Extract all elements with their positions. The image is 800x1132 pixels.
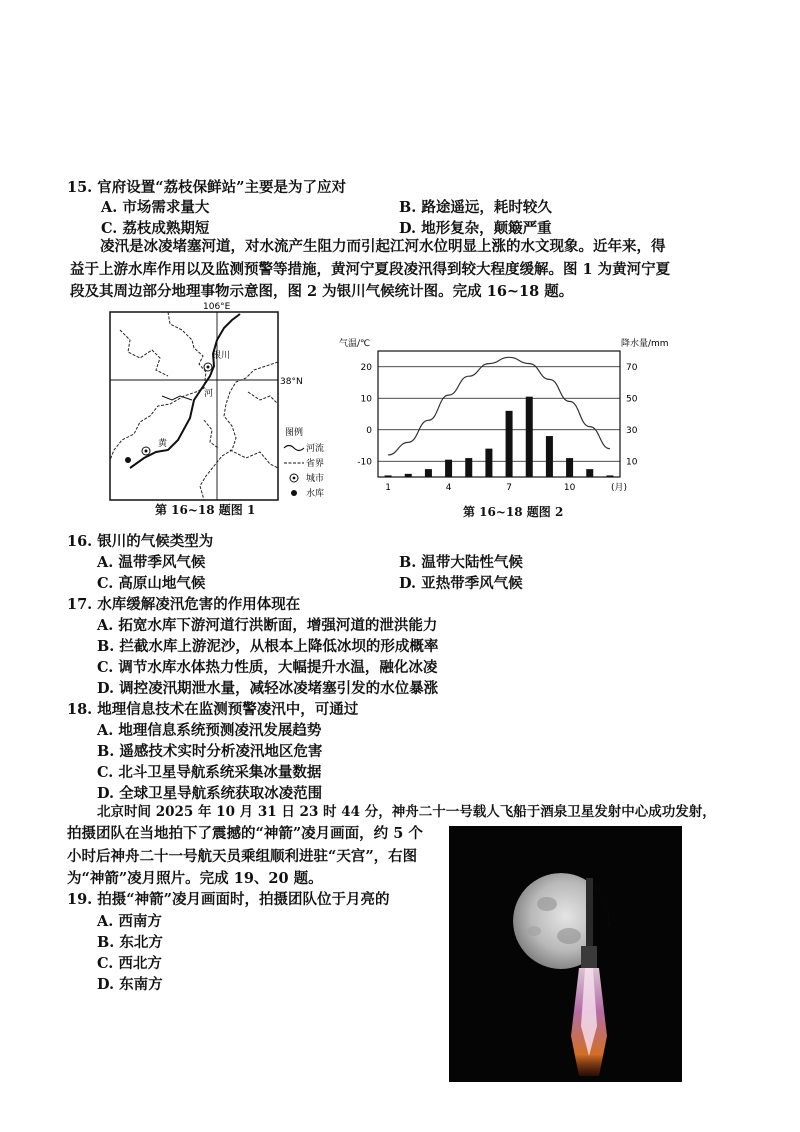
- river-label-huang: 黄: [158, 439, 168, 449]
- x-tick-label: 4: [445, 483, 452, 493]
- gridlines: [378, 367, 620, 462]
- precipitation-bar: [445, 460, 452, 477]
- q16-option-a: A. 温带季风气候: [97, 554, 206, 571]
- yellow-river: [130, 314, 240, 468]
- legend-river: 河流: [306, 444, 325, 454]
- q17-option-a: A. 拓宽水库下游河道行洪断面，增强河道的泄洪能力: [97, 617, 438, 634]
- left-tick-label: 10: [360, 394, 372, 405]
- legend-city: 城市: [306, 474, 325, 484]
- right-tick-label: 30: [626, 425, 638, 436]
- precipitation-bar: [506, 411, 513, 477]
- right-tick-labels: [626, 363, 638, 468]
- passage1-line-1: 凌汛是冰凌堵塞河道，对水流产生阻力而引起江河水位明显上涨的水文现象。近年来，得: [100, 238, 666, 255]
- q17-option-c: C. 调节水库水体热力性质，大幅提升水温，融化冰凌: [97, 659, 438, 676]
- figure-1-caption: 第 16~18 题图 1: [155, 503, 256, 517]
- passage2-line-1: 北京时间 2025 年 10 月 31 日 23 时 44 分，神舟二十一号载人飞船于酒泉卫星发射中心成功发射，: [97, 804, 716, 820]
- right-tick-label: 10: [626, 457, 638, 468]
- lon-label: 106°E: [203, 302, 231, 312]
- river-label-he: 河: [204, 389, 214, 399]
- legend-reservoir: 水库: [306, 489, 325, 499]
- province-boundaries: [110, 312, 278, 500]
- rocket-moon-photo: [449, 826, 682, 1082]
- q15-option-c: C. 荔枝成熟期短: [101, 220, 210, 237]
- precipitation-bar: [405, 474, 412, 477]
- figure-2-caption: 第 16~18 题图 2: [463, 505, 564, 519]
- passage1-line-2: 益于上游水库作用以及监测预警等措施，黄河宁夏段凌汛得到较大程度缓解。图 1 为黄河宁夏: [70, 261, 671, 278]
- right-tick-label: 70: [626, 362, 638, 373]
- q16-option-b: B. 温带大陆性气候: [399, 554, 523, 571]
- x-tick-label: 10: [563, 483, 576, 493]
- right-tick-label: 50: [626, 394, 638, 405]
- passage2-line-4: 为“神箭”凌月照片。完成 19、20 题。: [67, 870, 323, 887]
- city-label: 银川: [212, 351, 231, 361]
- x-tick-label: 7: [506, 483, 512, 493]
- precipitation-bar: [385, 475, 392, 477]
- q19-option-b: B. 东北方: [97, 934, 163, 951]
- q17-option-d: D. 调控凌汛期泄水量，减轻冰凌堵塞引发的水位暴涨: [97, 680, 439, 697]
- left-tick-label: 0: [366, 425, 372, 436]
- precipitation-bar: [485, 449, 492, 477]
- q15-option-d: D. 地形复杂，颠簸严重: [399, 220, 552, 237]
- q18-option-d: D. 全球卫星导航系统获取冰凌范围: [97, 785, 323, 802]
- figure-2-climate-chart: [335, 335, 685, 500]
- right-axis-label: 降水量/mm: [621, 339, 669, 349]
- passage2-line-3: 小时后神舟二十一号航天员乘组顺利进驻“天宫”，右图: [67, 848, 418, 865]
- precipitation-bar: [546, 436, 553, 477]
- x-tick-labels: [385, 483, 575, 493]
- q17-stem: 17. 水库缓解凌汛危害的作用体现在: [67, 596, 301, 613]
- left-tick-label: 20: [360, 362, 372, 373]
- left-tick-labels: [357, 363, 372, 468]
- q18-option-c: C. 北斗卫星导航系统采集冰量数据: [97, 764, 322, 781]
- precipitation-bar: [425, 469, 432, 477]
- precipitation-bar: [566, 458, 573, 477]
- figure-1-map: [100, 300, 345, 520]
- q15-stem: 15. 官府设置“荔枝保鲜站”主要是为了应对: [67, 179, 346, 196]
- q19-stem: 19. 拍摄“神箭”凌月画面时，拍摄团队位于月亮的: [67, 891, 390, 908]
- map-frame: [110, 312, 278, 500]
- q18-option-b: B. 遥感技术实时分析凌汛地区危害: [97, 743, 323, 760]
- q16-option-d: D. 亚热带季风气候: [399, 575, 523, 592]
- legend-reservoir-icon: [291, 490, 297, 496]
- passage1-line-3: 段及其周边部分地理事物示意图，图 2 为银川气候统计图。完成 16~18 题。: [70, 283, 574, 300]
- tributary: [162, 396, 192, 400]
- q18-option-a: A. 地理信息系统预测凌汛发展趋势: [97, 722, 322, 739]
- passage2-line-2: 拍摄团队在当地拍下了震撼的“神箭”凌月画面，约 5 个: [67, 825, 423, 842]
- x-axis-label: (月): [611, 483, 628, 493]
- x-tick-label: 1: [385, 483, 391, 493]
- q16-option-c: C. 高原山地气候: [97, 575, 206, 592]
- left-axis-label: 气温/℃: [339, 339, 371, 349]
- precipitation-bar: [606, 475, 613, 477]
- legend-river-icon: [284, 446, 304, 451]
- q17-option-b: B. 拦截水库上游泥沙，从根本上降低冰坝的形成概率: [97, 638, 439, 655]
- q19-option-c: C. 西北方: [97, 955, 162, 972]
- q18-stem: 18. 地理信息技术在监测预警凌汛中，可通过: [67, 701, 359, 718]
- legend-title: 图例: [285, 428, 304, 438]
- reservoir-icon: [125, 457, 131, 463]
- precipitation-bars: [385, 397, 614, 477]
- precipitation-bar: [465, 458, 472, 477]
- q19-option-a: A. 西南方: [97, 913, 162, 930]
- lat-label: 38°N: [280, 377, 303, 387]
- left-tick-label: -10: [357, 457, 372, 468]
- q15-option-a: A. 市场需求量大: [101, 199, 210, 216]
- legend-boundary: 省界: [306, 459, 325, 469]
- q15-option-b: B. 路途遥远，耗时较久: [399, 199, 552, 216]
- plot-frame: [378, 351, 620, 477]
- precipitation-bar: [526, 397, 533, 477]
- precipitation-bar: [586, 469, 593, 477]
- q16-stem: 16. 银川的气候类型为: [67, 533, 214, 550]
- q19-option-d: D. 东南方: [97, 976, 163, 993]
- temperature-curve: [388, 357, 610, 455]
